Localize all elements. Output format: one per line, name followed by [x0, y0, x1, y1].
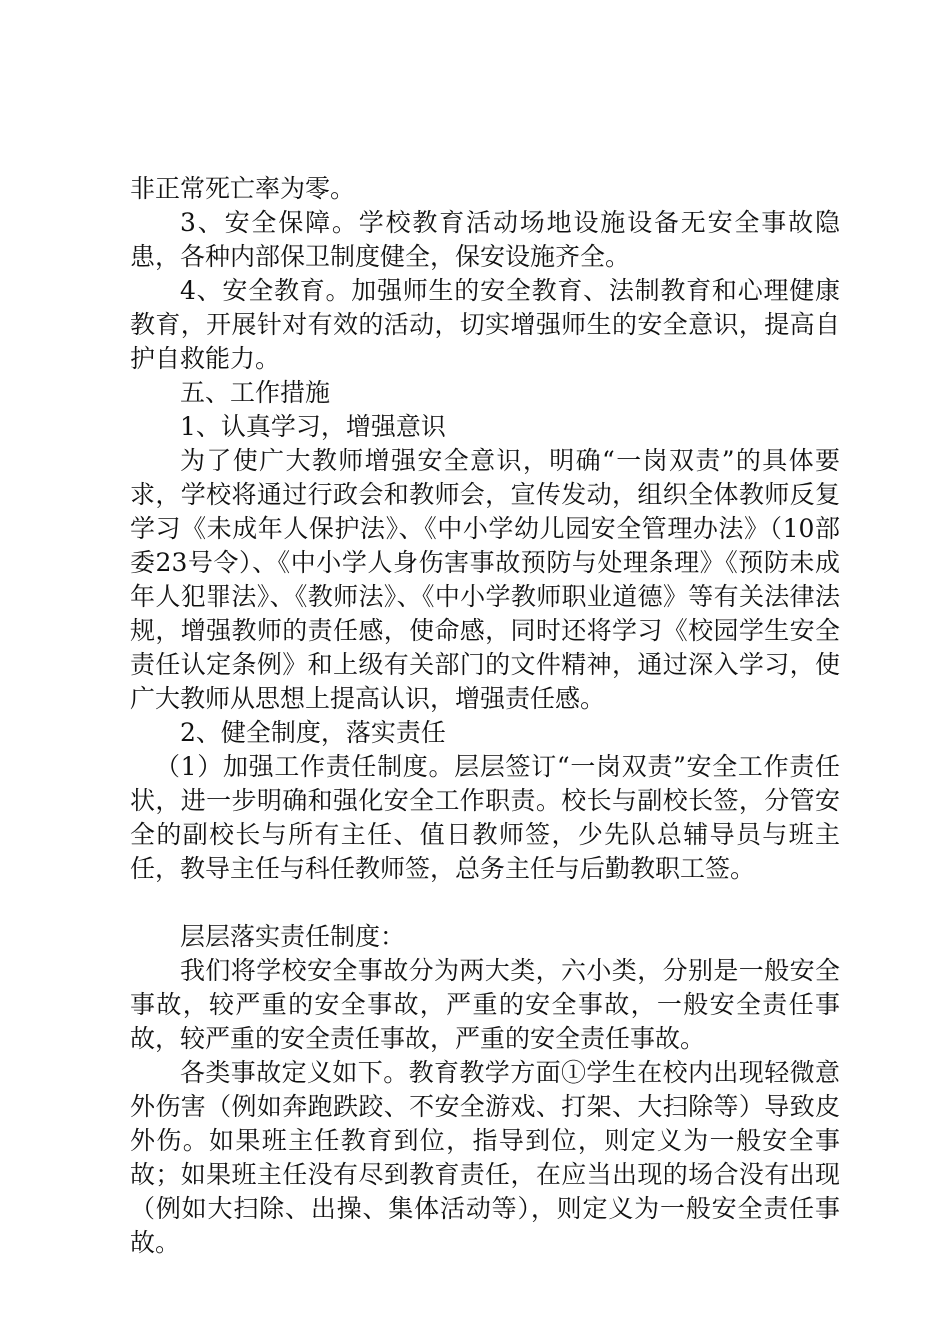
blank-line: [130, 886, 840, 920]
paragraph-accident-definitions: 各类事故定义如下。教育教学方面①学生在校内出现轻微意外伤害（例如奔跑跌跤、不安全游戏、打架、大扫除等）导致皮外伤。如果班主任教育到位，指导到位，则定义为一般安全事故；如果班主任没有尽到教育责任，在应当出现的场合没有出现（例如大扫除、出操、集体活动等），则定义为一般安全责任事故。: [130, 1058, 840, 1257]
subheading-layered-responsibility: 层层落实责任制度：: [180, 922, 406, 951]
paragraph-safety-guarantee: 3、安全保障。学校教育活动场地设施设备无安全事故隐患，各种内部保卫制度健全，保安设施齐全。: [130, 208, 840, 271]
paragraph-continuation: 非正常死亡率为零。: [130, 174, 356, 203]
document-body: [130, 172, 840, 1260]
paragraph-study-details: 为了使广大教师增强安全意识，明确“一岗双责”的具体要求，学校将通过行政会和教师会，宣传发动，组织全体教师反复学习《未成年人保护法》、《中小学幼儿园安全管理办法》（10部委23号令）、《中小学人身伤害事故预防与处理条理》《预防未成年人犯罪法》、《教师法》、《中小学教师职业道德》等有关法律法规，增强教师的责任感，使命感，同时还将学习《校园学生安全责任认定条例》和上级有关部门的文件精神，通过深入学习，使广大教师从思想上提高认识，增强责任感。: [130, 446, 840, 713]
subheading-study: 1、认真学习，增强意识: [180, 412, 446, 441]
subheading-system: 2、健全制度，落实责任: [180, 718, 446, 747]
paragraph-safety-education: 4、安全教育。加强师生的安全教育、法制教育和心理健康教育，开展针对有效的活动，切实增强师生的安全意识，提高自护自救能力。: [130, 276, 840, 373]
section-heading-measures: 五、工作措施: [180, 378, 331, 407]
paragraph-responsibility-system: （1）加强工作责任制度。层层签订“一岗双责”安全工作责任状，进一步明确和强化安全工作职责。校长与副校长签，分管安全的副校长与所有主任、值日教师签，少先队总辅导员与班主任，教导主任与科任教师签，总务主任与后勤教职工签。: [130, 752, 840, 883]
paragraph-accident-categories: 我们将学校安全事故分为两大类，六小类，分别是一般安全事故，较严重的安全事故，严重的安全事故，一般安全责任事故，较严重的安全责任事故，严重的安全责任事故。: [130, 956, 840, 1053]
